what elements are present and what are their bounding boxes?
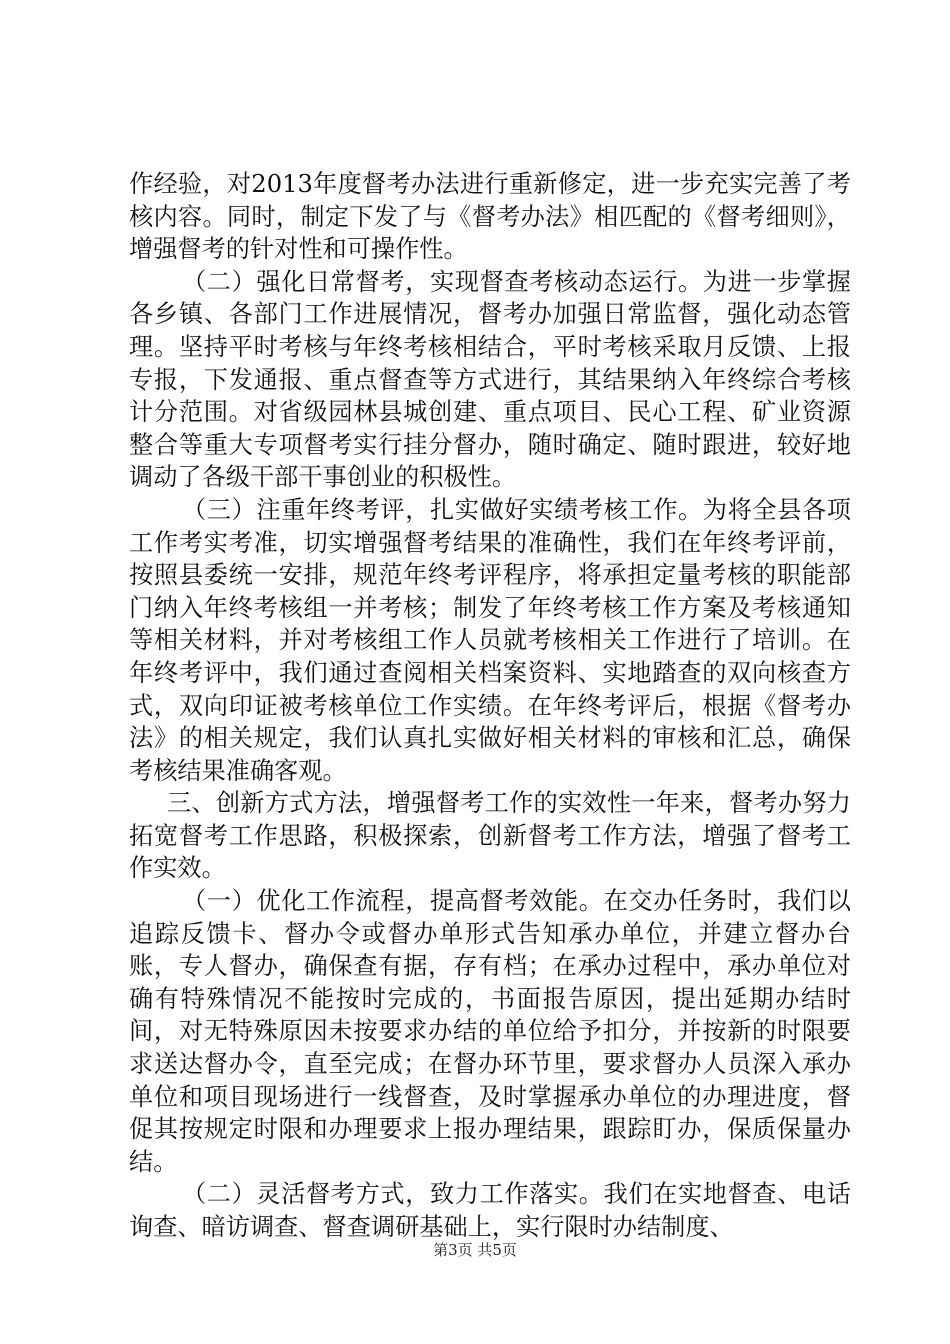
paragraph-continuation: 作经验，对2013年度督考办法进行重新修定，进一步充实完善了考核内容。同时，制定下发了与《督考办法》相匹配的《督考细则》，增强督考的针对性和可操作性。 xyxy=(129,170,851,264)
paragraph-year-end-evaluation: （三）注重年终考评，扎实做好实绩考核工作。为将全县各项工作考实考准，切实增强督考结果的准确性，我们在年终考评前，按照县委统一安排，规范年终考评程序，将承担定量考核的职能部门纳入年终考核组一并考核；制发了年终考核工作方案及考核通知等相关材料，并对考核组工作人员就考核相关工作进行了培训。在年终考评中，我们通过查阅相关档案资料、实地踏查的双向核查方式，双向印证被考核单位工作实绩。在年终考评后，根据《督考办法》的相关规定，我们认真扎实做好相关材料的审核和汇总，确保考核结果准确客观。 xyxy=(129,495,851,785)
document-body xyxy=(129,168,851,1244)
paragraph-flexible-review-methods: （二）灵活督考方式，致力工作落实。我们在实地督查、电话询查、暗访调查、督查调研基础上，实行限时办结制度、 xyxy=(129,1180,851,1241)
paragraph-optimize-workflow: （一）优化工作流程，提高督考效能。在交办任务时，我们以追踪反馈卡、督办令或督办单形式告知承办单位，并建立督办台账，专人督办，确保查有据，存有档；在承办过程中，承办单位对确有特殊情况不能按时完成的，书面报告原因，提出延期办结时间，对无特殊原因未按要求办结的单位给予扣分，并按新的时限要求送达督办令，直至完成；在督办环节里，要求督办人员深入承办单位和项目现场进行一线督查，及时掌握承办单位的办理进度，督促其按规定时限和办理要求上报办理结果，跟踪盯办，保质保量办结。 xyxy=(129,887,851,1176)
paragraph-strengthen-daily-review: （二）强化日常督考，实现督查考核动态运行。为进一步掌握各乡镇、各部门工作进展情况，督考办加强日常监督，强化动态管理。坚持平时考核与年终考核相结合，平时考核采取月反馈、上报专报，下发通报、重点督查等方式进行，其结果纳入年终综合考核计分范围。对省级园林县城创建、重点项目、民心工程、矿业资源整合等重大专项督考实行挂分督办，随时确定、随时跟进，较好地调动了各级干部干事创业的积极性。 xyxy=(129,267,851,492)
page-number-footer: 第3页 共5页 xyxy=(433,1241,517,1259)
section-heading-innovate-methods: 三、创新方式方法，增强督考工作的实效性一年来，督考办努力拓宽督考工作思路，积极探索，创新督考工作方法，增强了督考工作实效。 xyxy=(129,789,851,883)
